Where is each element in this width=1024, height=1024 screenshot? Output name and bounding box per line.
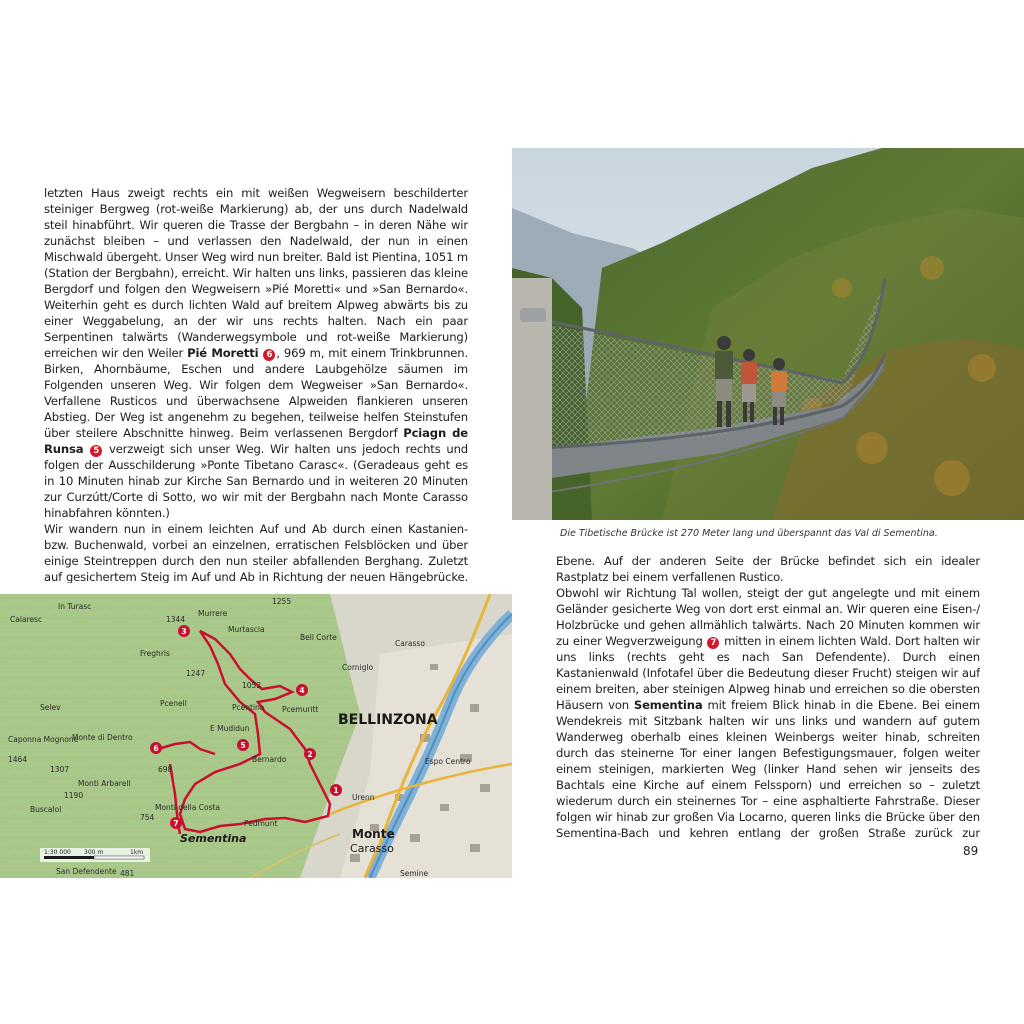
map-label-caponna-mognone: Caponna Mognone [8, 735, 79, 744]
page-number: 89 [963, 844, 979, 858]
route-map [0, 594, 512, 878]
map-label-semine: Semine [400, 869, 429, 878]
map-marker-4 [296, 684, 308, 696]
map-label-freghris: Freghris [140, 649, 170, 658]
map-elev-1464: 1464 [8, 755, 28, 764]
map-label-bell-corte: Bell Corte [300, 633, 337, 642]
map-scale-300m: 300 m [84, 849, 104, 856]
suspension-bridge-photo [512, 148, 1024, 520]
right-text-column [556, 553, 980, 843]
map-marker-3 [178, 625, 190, 637]
place-pie-moretti: Pié Moretti [187, 346, 259, 360]
map-elev-1255: 1255 [272, 597, 292, 606]
left-paragraph-2: Wir wandern nun in einem leichten Auf und Ab durch einen Kastanien- bzw. Buchenwald, vorbei an einzelnen, erratischen Felsblöcken und über einige Steintreppen durch den nun steiler abfallenden Berghang. Zuletzt auf gesichertem Steig im Auf und Ab in Richtung der neuen Hängebrücke. [44, 521, 468, 583]
map-marker-7 [170, 817, 182, 829]
map-label-calaresc: Calaresc [10, 615, 43, 624]
left-text-column [44, 185, 468, 583]
map-label-monti-della-costa: Monti della Costa [155, 803, 221, 812]
waypoint-marker-7: 7 [707, 637, 719, 649]
right-paragraph-2: Obwohl wir Richtung Tal wollen, steigt der gut angelegte und mit einem Geländer gesicherte Weg von dort erst einmal an. Wir queren eine Eisen-/ Holzbrücke und gehen allmählich talwärts. Nach 20 Minuten kommen wir zu einer Wegverzweigung 7 mitten in einem lichten Wald. Dort halten wir uns links (rechts geht es nach San Defendente). Durch einen Kastanienwald (Infotafel über die Bedeutung dieser Frucht) steigen wir auf einem breiten, aber steinigen Alpweg hinab und erreichen so die obersten Häusern von Sementina mit freiem Blick hinab in die Ebene. Bei einem Wendekreis mit Sitzbank halten wir uns links und wandern auf gutem Wanderweg oberhalb eines kleinen Weinbergs weiter hinab, schreiten durch das steinerne Tor einer langen Befestigungsmauer, folgen weiter einem steinigen, markierten Weg (linker Hand sehen wir jenseits des Bachtals eine Kirche auf einem Felssporn) und erreichen so – zuletzt wiederum durch ein steinernes Tor – eine asphaltierte Fahrstraße. Dieser folgen wir hinab zur großen Via Locarno, queren links die Brücke über den Sementina-Bach und kehren entlang der großen Straße zurück zur [556, 585, 980, 843]
map-label-pedmunt: Pedmunt [244, 819, 278, 828]
map-label-pcemuritt: Pcemuritt [282, 705, 319, 714]
svg-text:1: 1 [333, 786, 339, 795]
map-elev-1247: 1247 [186, 669, 206, 678]
map-elev-1344: 1344 [166, 615, 186, 624]
left-paragraph-1: letzten Haus zweigt rechts ein mit weißen Wegweisern beschilderter steiniger Bergweg (rot-weiße Markierung) ab, der uns durch Nadelwald steil hinabführt. Wir queren die Trasse der Bergbahn – in deren Nähe wir zunächst bleiben – und verlassen den Nadelwald, der nun in einen Mischwald übergeht. Unser Weg wird nun breiter. Bald ist Pientina, 1051 m (Station der Bergbahn), erreicht. Wir halten uns links, passieren das kleine Bergdorf und folgen den Wegweisern »Pié Moretti« und »San Bernardo«. Weiterhin geht es durch lichten Wald auf breitem Alpweg abwärts bis zu einer Weggabelung, an der wir uns rechts halten. Nach ein paar Serpentinen talwärts (Wanderwegsymbole und rot-weiße Markierung) erreichen wir den Weiler Pié Moretti 6 , 969 m, mit einem Trinkbrunnen. Birken, Ahornbäume, Eschen und andere Laubgehölze säumen im Folgenden unseren Weg. Wir folgen dem Wegweiser »San Bernardo«. Verfallene Rusticos und überwachsene Alpweiden flankieren unseren Abstieg. Der Weg ist angenehm zu begehen, teilweise helfen Steinstufen über steilere Abschnitte hinweg. Beim verlassenen Bergdorf Pciagn de Runsa 5 verzweigt sich unser Weg. Wir halten uns jedoch rechts und folgen der Ausschilderung »Ponte Tibetano Carasc«. (Geradeaus geht es in 10 Minuten hinab zur Kirche San Bernardo und in weiteren 20 Minuten zur Curzútt/Corte di Sotto, wo wir mit der Bergbahn nach Monte Carasso hinabfahren könnten.) [44, 186, 468, 520]
map-elev-1190: 1190 [64, 791, 84, 800]
right-paragraph-1: Ebene. Auf der anderen Seite der Brücke befindet sich ein idealer Rastplatz bei einem verfallenen Rustico. [556, 554, 980, 584]
map-label-murtascia: Murtascia [228, 625, 265, 634]
photo-caption: Die Tibetische Brücke ist 270 Meter lang und überspannt das Val di Sementina. [560, 528, 938, 539]
svg-text:5: 5 [240, 741, 246, 750]
map-elev-1052: 1052 [242, 681, 262, 690]
svg-text:2: 2 [307, 750, 313, 759]
waypoint-marker-6: 6 [263, 349, 275, 361]
map-label-in-turasc: In Turasc [58, 602, 92, 611]
map-marker-1 [330, 784, 342, 796]
map-label-e-mudidun: E Mudidun [210, 724, 250, 733]
map-elev-1307: 1307 [50, 765, 70, 774]
map-label-san-defendente: San Defendente [56, 867, 117, 876]
place-pciagn-de-runsa: Pciagn de Runsa [44, 426, 468, 456]
svg-text:3: 3 [181, 627, 187, 636]
map-marker-6 [150, 742, 162, 754]
map-elev-698: 698 [158, 765, 173, 774]
map-label-carasso: Carasso [395, 639, 425, 648]
map-label-monte-di-dentro: Monte di Dentro [72, 733, 133, 742]
place-sementina: Sementina [633, 698, 703, 712]
map-label-monti-arbarell: Monti Arbarell [78, 779, 131, 788]
map-marker-2 [304, 748, 316, 760]
svg-text:7: 7 [173, 819, 179, 828]
waypoint-marker-5: 5 [90, 445, 102, 457]
map-scale-ratio: 1:30 000 [44, 849, 71, 856]
map-label-sementina: Sementina [180, 832, 247, 845]
map-elev-481: 481 [120, 869, 135, 878]
map-label-buscalol: Buscalol [30, 805, 62, 814]
place-monte-carasso [708, 842, 803, 843]
svg-text:4: 4 [299, 686, 305, 695]
map-marker-5 [237, 739, 249, 751]
map-scale-1km: 1km [130, 849, 144, 856]
map-label-bellinzona: BELLINZONA [338, 712, 438, 728]
map-elev-754: 754 [140, 813, 155, 822]
map-label-selev: Selev [40, 703, 61, 712]
map-label-espo-centro: Espo Centro [425, 757, 471, 766]
map-label-corniglo: Corniglo [342, 663, 374, 672]
map-label-carasso-town: Carasso [350, 842, 394, 855]
map-label-monte: Monte [352, 827, 395, 841]
map-label-pcentina: Pcentina [232, 703, 265, 712]
map-label-bernardo: Bernardo [252, 755, 287, 764]
svg-text:6: 6 [153, 744, 159, 753]
map-label-murrere: Murrere [198, 609, 228, 618]
map-label-urenn: Urenn [352, 793, 375, 802]
map-label-pcenell: Pcenell [160, 699, 187, 708]
